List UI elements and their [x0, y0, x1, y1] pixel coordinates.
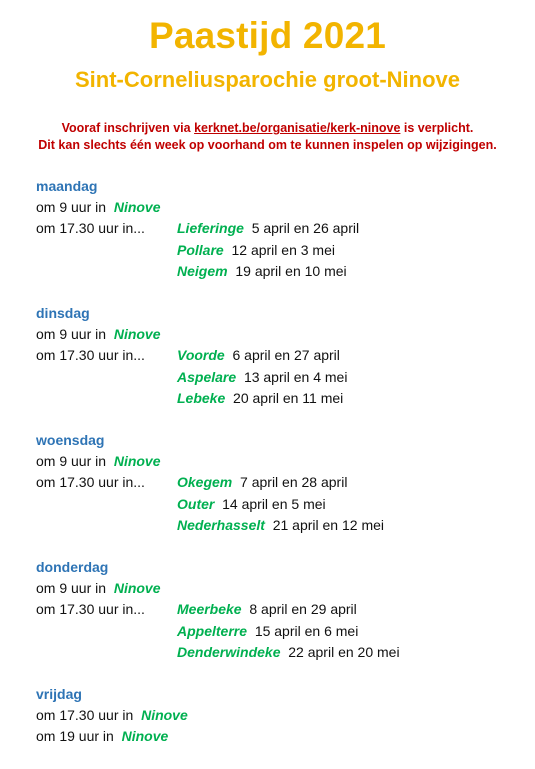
parish-place: Outer [177, 495, 215, 512]
morning-time: om 9 uur in [36, 580, 107, 597]
evening-row [36, 472, 516, 493]
morning-row [36, 578, 516, 599]
morning-row [36, 324, 516, 345]
parish-place: Lieferinge [177, 220, 244, 237]
parish-dates: 21 april en 12 mei [272, 516, 385, 533]
parish-entry [177, 642, 400, 663]
day-name: vrijdag [36, 686, 82, 703]
spacer [36, 621, 177, 642]
morning-row [36, 197, 516, 218]
parish-place: Appelterre [177, 622, 248, 639]
friday-row-1 [36, 705, 516, 726]
morning-place: Ninove [113, 199, 161, 216]
parish-entry [177, 599, 357, 620]
parish-dates: 12 april en 3 mei [231, 241, 335, 258]
notice-line-1-pre: Vooraf inschrijven via [61, 121, 191, 135]
notice-line-1 [0, 120, 535, 137]
parish-place: Voorde [177, 347, 225, 364]
parish-place: Okegem [177, 474, 233, 491]
parish-dates: 8 april en 29 april [249, 601, 357, 618]
parish-dates: 7 april en 28 april [240, 474, 348, 491]
day-block-dinsdag [36, 303, 516, 409]
parish-dates: 14 april en 5 mei [222, 495, 326, 512]
parish-place: Nederhasselt [177, 516, 265, 533]
parish-dates: 20 april en 11 mei [233, 389, 344, 406]
evening-time: om 17.30 uur in... [36, 347, 145, 364]
notice-line-2: Dit kan slechts één week op voorhand om te kunnen inspelen op wijzigingen. [38, 138, 497, 152]
parish-entry [177, 345, 340, 366]
evening-time: om 17.30 uur in... [36, 601, 145, 618]
day-name: donderdag [36, 559, 109, 576]
registration-notice [0, 120, 535, 154]
parish-entry [177, 515, 384, 536]
page-title: Paastijd 2021 [148, 15, 387, 56]
parish-place: Denderwindeke [177, 643, 281, 660]
day-block-vrijdag [36, 684, 516, 748]
mass-schedule [36, 176, 516, 769]
spacer [36, 240, 177, 261]
friday-row-2 [36, 726, 516, 747]
morning-place: Ninove [113, 453, 161, 470]
parish-entry [177, 388, 343, 409]
friday-place-2: Ninove [121, 728, 169, 745]
parish-row [36, 261, 516, 282]
parish-row [36, 494, 516, 515]
registration-link[interactable]: kerknet.be/organisatie/kerk-ninove [194, 121, 401, 135]
parish-dates: 19 april en 10 mei [235, 262, 347, 279]
parish-dates: 5 april en 26 april [251, 220, 360, 237]
parish-place: Neigem [177, 262, 228, 279]
evening-row [36, 599, 516, 620]
morning-place: Ninove [113, 580, 161, 597]
parish-place: Pollare [177, 241, 224, 258]
day-name: maandag [36, 178, 98, 194]
parish-row [36, 515, 516, 536]
parish-entry [177, 240, 335, 261]
spacer [36, 642, 177, 663]
morning-time: om 9 uur in [36, 326, 107, 343]
parish-row [36, 240, 516, 261]
parish-entry [177, 472, 347, 493]
spacer [36, 515, 177, 536]
morning-time: om 9 uur in [36, 199, 107, 216]
evening-time: om 17.30 uur in... [36, 220, 145, 237]
friday-time-2: om 19 uur in [36, 728, 114, 745]
parish-row [36, 621, 516, 642]
evening-time: om 17.30 uur in... [36, 474, 145, 491]
parish-place: Meerbeke [177, 601, 242, 618]
parish-entry [177, 621, 358, 642]
parish-place: Lebeke [177, 389, 226, 406]
evening-row [36, 218, 516, 239]
parish-row [36, 388, 516, 409]
friday-place-1: Ninove [141, 707, 188, 724]
spacer [36, 388, 177, 409]
day-name: woensdag [36, 432, 105, 449]
parish-row [36, 367, 516, 388]
parish-dates: 13 april en 4 mei [243, 368, 348, 385]
evening-row [36, 345, 516, 366]
page-subtitle: Sint-Corneliusparochie groot-Ninove [74, 67, 461, 92]
parish-entry [177, 261, 347, 282]
parish-dates: 15 april en 6 mei [254, 622, 359, 639]
parish-entry [177, 367, 347, 388]
parish-dates: 22 april en 20 mei [288, 643, 400, 660]
parish-place: Aspelare [177, 368, 237, 385]
spacer [36, 494, 177, 515]
parish-entry [177, 494, 326, 515]
parish-entry [177, 218, 359, 239]
notice-line-1-post: is verplicht. [403, 121, 474, 135]
day-name: dinsdag [36, 305, 90, 322]
day-block-donderdag [36, 557, 516, 663]
morning-row [36, 451, 516, 472]
friday-time-1: om 17.30 uur in [36, 707, 134, 724]
day-block-maandag [36, 176, 516, 282]
parish-row [36, 642, 516, 663]
spacer [36, 367, 177, 388]
spacer [36, 261, 177, 282]
day-block-woensdag [36, 430, 516, 536]
morning-time: om 9 uur in [36, 453, 107, 470]
parish-dates: 6 april en 27 april [232, 347, 340, 364]
morning-place: Ninove [113, 326, 161, 343]
